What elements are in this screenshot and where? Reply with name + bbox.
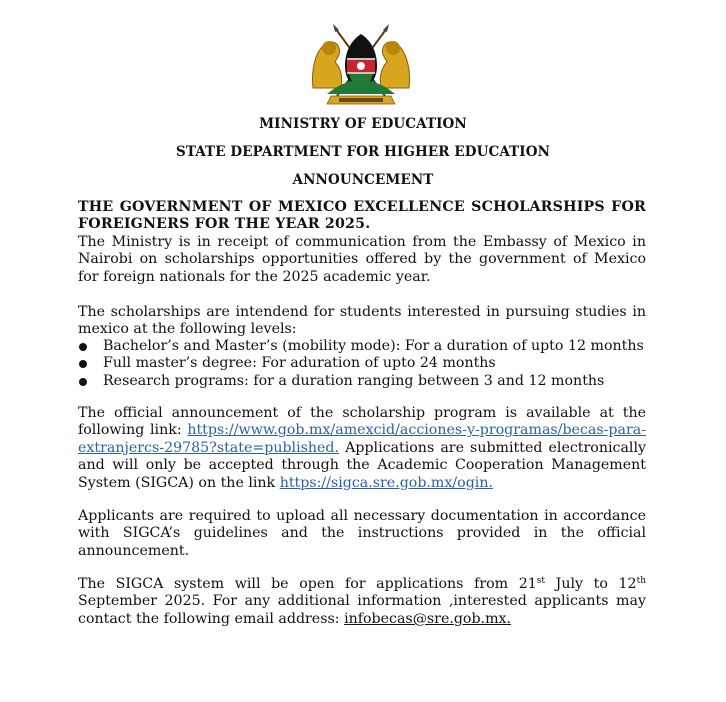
list-item: Bachelor’s and Master’s (mobility mode): For a duration of upto 12 months <box>78 338 646 355</box>
official-link-text-start: The official announcement of the scholarship program is available at the following link: <box>78 405 646 439</box>
department-heading: STATE DEPARTMENT FOR HIGHER EDUCATION <box>175 144 551 160</box>
sigca-link[interactable]: https://sigca.sre.gob.mx/ogin. <box>279 474 493 491</box>
official-link-paragraph <box>78 405 646 492</box>
dates-text-a: The SIGCA system will be open for applications from 21 <box>78 576 537 592</box>
official-link-text-middle: Applications are submitted electronically and will only be accepted through the Academic Cooperation Management System (SIGCA) on the link <box>78 439 646 491</box>
dates-contact-paragraph <box>78 576 646 628</box>
levels-intro-paragraph: The scholarships are intendend for students interested in pursuing studies in mexico at the following levels: <box>78 304 646 338</box>
date-suffix-st: st <box>536 576 546 586</box>
ministry-heading: MINISTRY OF EDUCATION <box>259 116 467 132</box>
dates-text-c: September 2025. For any additional information ,interested applicants may contact the following email address: <box>78 593 646 627</box>
levels-list-container <box>78 338 646 390</box>
levels-list <box>78 338 646 390</box>
official-announcement-link[interactable]: https://www.gob.mx/amexcid/acciones-y-programas/becas-para-extranjercs-29785?state=published. <box>78 422 646 456</box>
list-item: Research programs: for a duration ranging between 3 and 12 months <box>78 373 646 390</box>
date-suffix-th: th <box>636 576 646 586</box>
announcement-title: THE GOVERNMENT OF MEXICO EXCELLENCE SCHOLARSHIPS FOR FOREIGNERS FOR THE YEAR 2025. <box>78 199 646 233</box>
announcement-heading: ANNOUNCEMENT <box>292 172 434 188</box>
documentation-paragraph: Applicants are required to upload all necessary documentation in accordance with SIGCA’s guidelines and the instructions provided in the official announcement. <box>78 508 646 559</box>
intro-paragraph: The Ministry is in receipt of communication from the Embassy of Mexico in Nairobi on scholarships opportunities offered by the government of Mexico for foreign nationals for the 2025 academic year. <box>78 234 646 285</box>
kenya-coat-of-arms-emblem <box>305 22 417 108</box>
list-item: Full master’s degree: For aduration of upto 24 months <box>78 355 646 372</box>
contact-email-link[interactable]: infobecas@sre.gob.mx. <box>344 610 512 627</box>
dates-text-b: July to 12 <box>555 576 637 592</box>
